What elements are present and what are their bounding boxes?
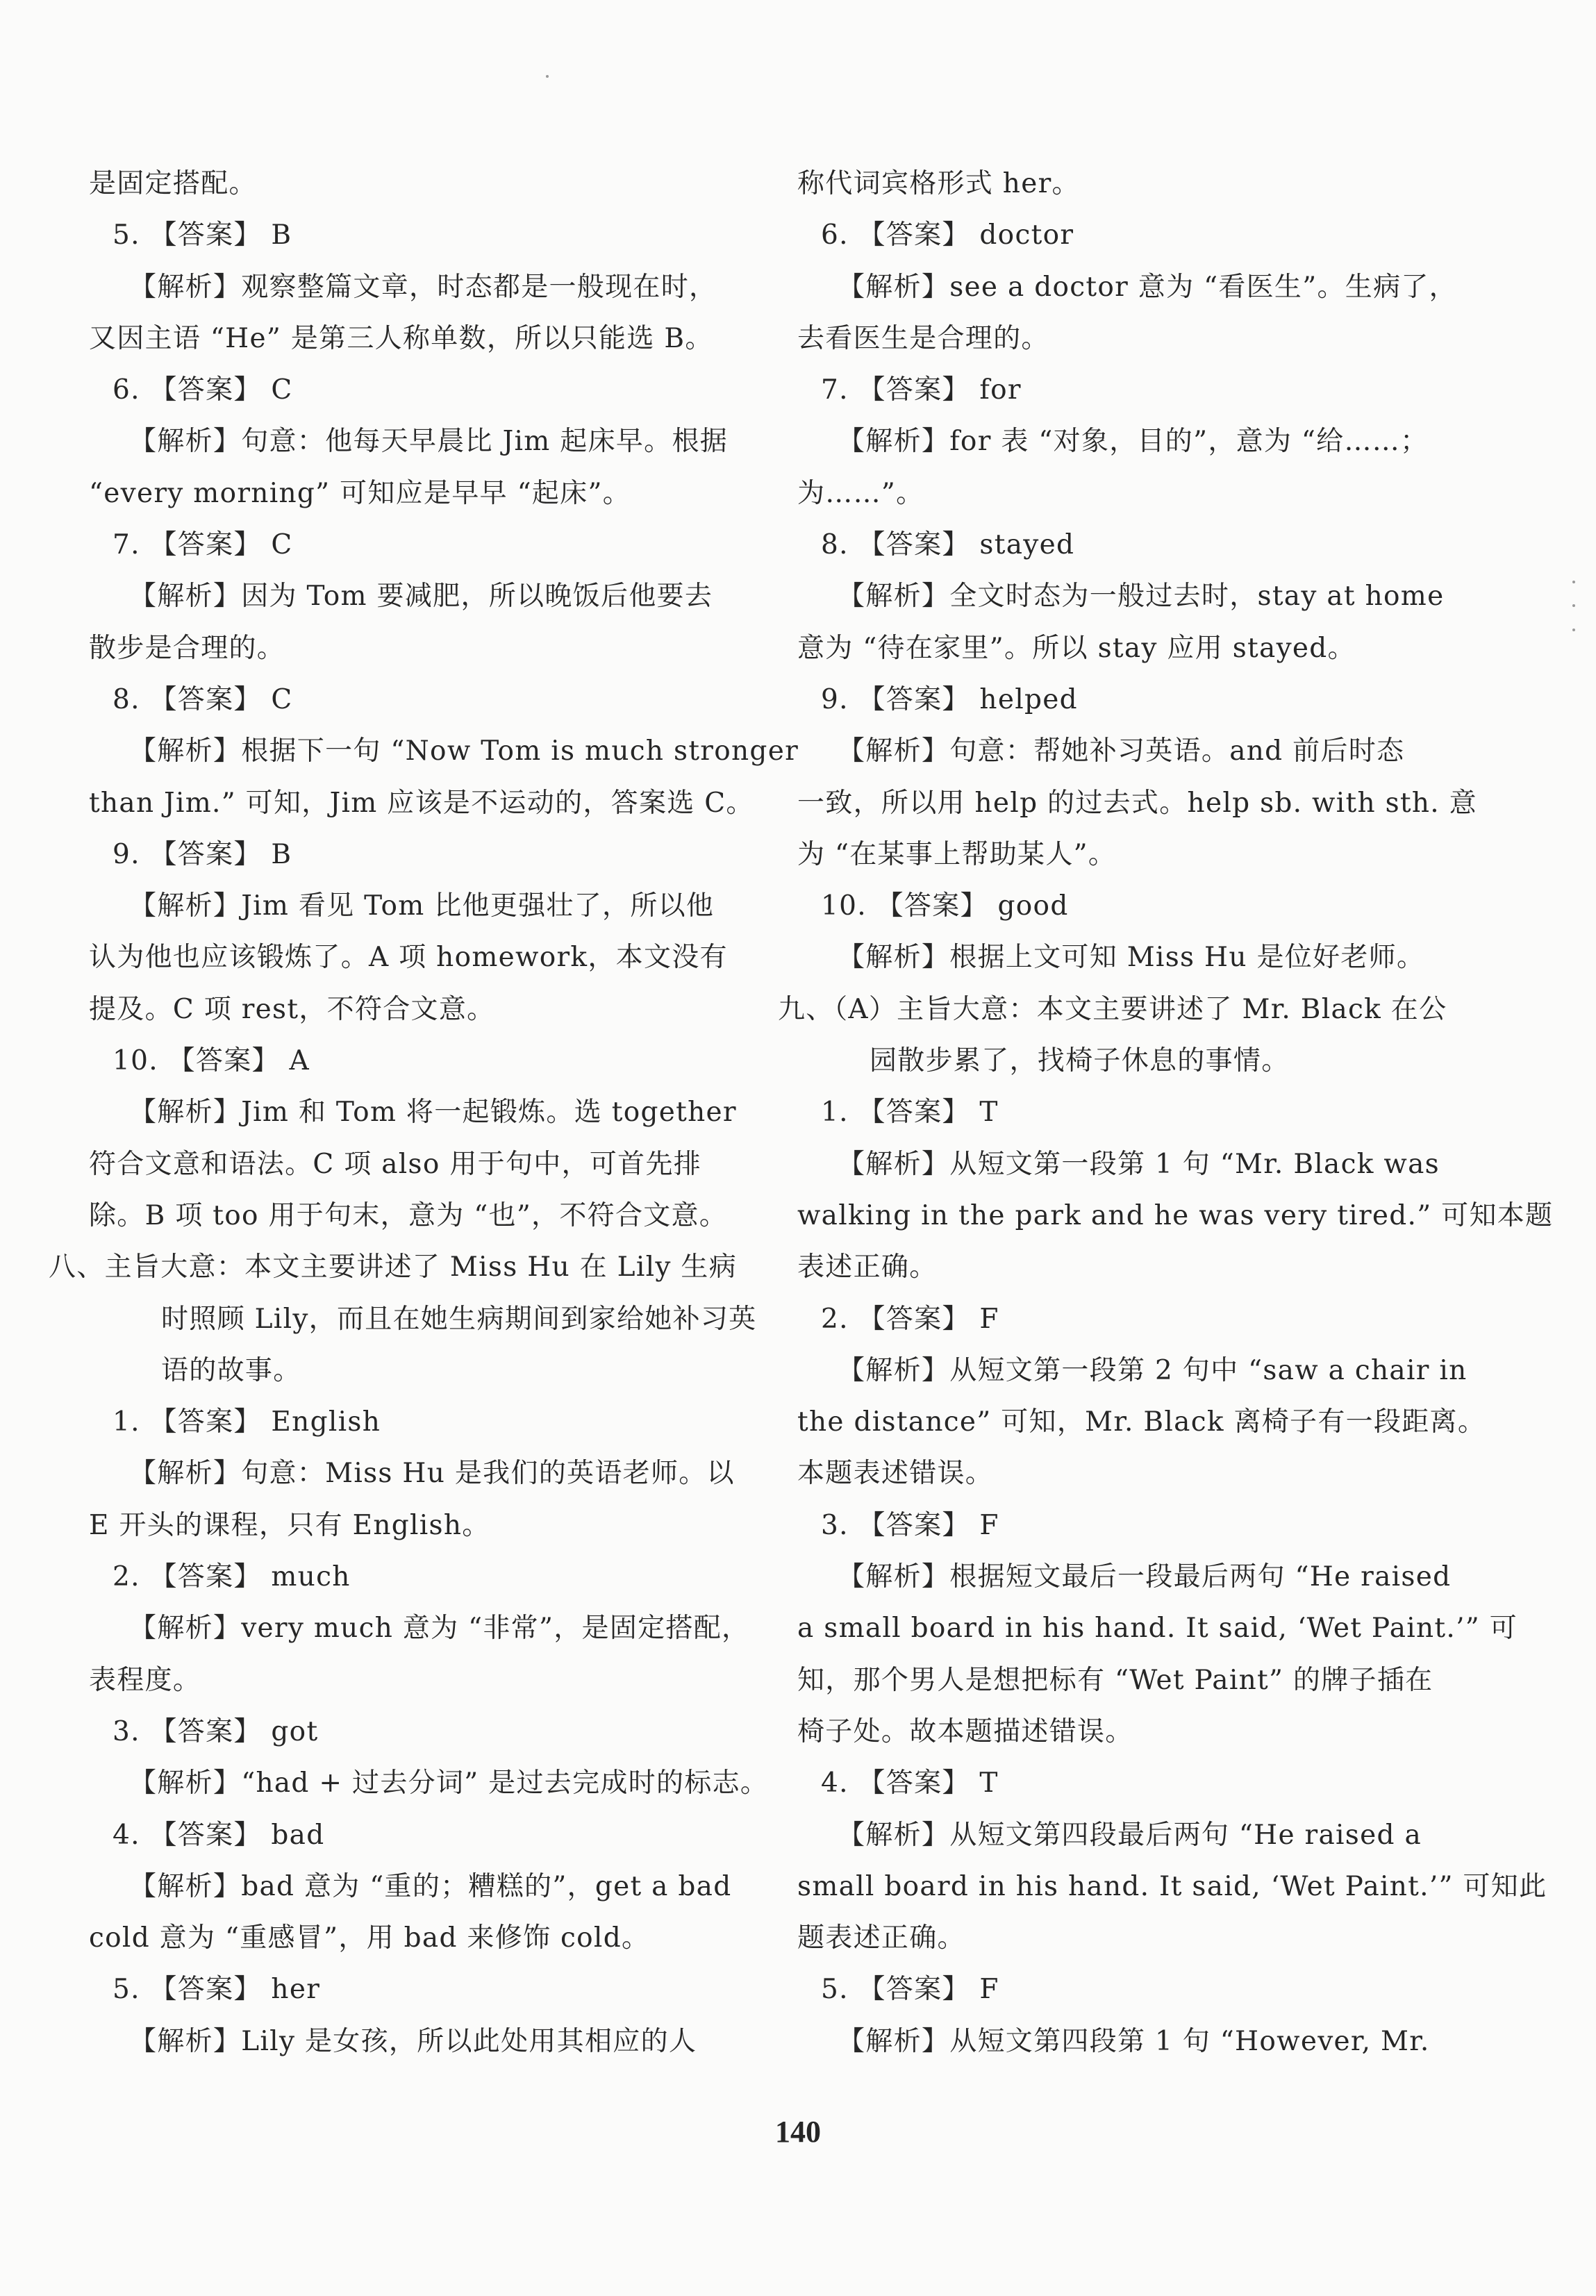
text-line: 意为 “待在家里”。所以 stay 应用 stayed。 <box>797 632 1356 664</box>
text-line: 为 “在某事上帮助某人”。 <box>797 838 1117 870</box>
text-line: 符合文意和语法。C 项 also 用于句中，可首先排 <box>89 1148 702 1180</box>
scan-speck <box>546 75 549 78</box>
text-line: 为……”。 <box>797 477 924 509</box>
text-line: a small board in his hand. It said, ‘Wet Paint.’” 可 <box>797 1613 1518 1645</box>
text-line: 题表述正确。 <box>797 1922 965 1954</box>
text-line: 【解析】Jim 看见 Tom 比他更强壮了，所以他 <box>129 890 715 922</box>
text-line: 【解析】Jim 和 Tom 将一起锻炼。选 together <box>129 1097 737 1129</box>
text-line: 6. 【答案】 C <box>113 374 293 406</box>
scan-speck <box>1572 581 1575 583</box>
right-column <box>778 158 1554 2068</box>
text-line: walking in the park and he was very tired.” 可知本题 <box>797 1199 1554 1231</box>
text-line: 除。B 项 too 用于句末，意为 “也”，不符合文意。 <box>89 1199 728 1231</box>
text-line: 又因主语 “He” 是第三人称单数，所以只能选 B。 <box>89 322 713 354</box>
text-line: 九、（A）主旨大意：本文主要讲述了 Mr. Black 在公 <box>778 993 1447 1025</box>
text-line: cold 意为 “重感冒”，用 bad 来修饰 cold。 <box>89 1922 650 1954</box>
text-line: 8. 【答案】 stayed <box>821 529 1075 561</box>
text-line: 散步是合理的。 <box>89 632 285 664</box>
text-line: “every morning” 可知应是早早 “起床”。 <box>89 477 631 509</box>
text-line: 【解析】句意：Miss Hu 是我们的英语老师。以 <box>129 1458 735 1490</box>
text-line: 8. 【答案】 C <box>113 683 293 715</box>
text-line: 【解析】从短文第一段第 2 句中 “saw a chair in <box>838 1354 1468 1386</box>
text-line: 【解析】从短文第四段最后两句 “He raised a <box>838 1819 1422 1851</box>
text-line: 3. 【答案】 got <box>113 1715 319 1747</box>
left-column <box>49 158 799 2068</box>
text-line: 【解析】根据下一句 “Now Tom is much stronger <box>129 735 799 767</box>
text-line: than Jim.” 可知，Jim 应该是不运动的，答案选 C。 <box>89 787 754 819</box>
text-line: 3. 【答案】 F <box>821 1509 999 1541</box>
text-line: 4. 【答案】 bad <box>113 1819 325 1851</box>
text-line: 10. 【答案】 good <box>821 890 1069 922</box>
text-line: 1. 【答案】 T <box>821 1097 999 1129</box>
text-line: 去看医生是合理的。 <box>797 322 1049 354</box>
text-line: 是固定搭配。 <box>89 168 257 199</box>
text-line: 园散步累了，找椅子休息的事情。 <box>870 1045 1290 1077</box>
text-line: 称代词宾格形式 her。 <box>797 168 1080 199</box>
text-line: 【解析】根据短文最后一段最后两句 “He raised <box>838 1561 1452 1593</box>
text-line: 【解析】根据上文可知 Miss Hu 是位好老师。 <box>838 942 1425 974</box>
page-number: 140 <box>775 2115 821 2149</box>
text-line: 【解析】句意：帮她补习英语。and 前后时态 <box>838 735 1405 767</box>
text-line: 9. 【答案】 helped <box>821 683 1078 715</box>
text-line: 提及。C 项 rest，不符合文意。 <box>89 993 495 1025</box>
text-line: 2. 【答案】 much <box>113 1561 351 1593</box>
text-line: 5. 【答案】 F <box>821 1974 999 2006</box>
text-line: 椅子处。故本题描述错误。 <box>797 1715 1133 1747</box>
text-line: 7. 【答案】 C <box>113 529 293 561</box>
text-line: 知，那个男人是想把标有 “Wet Paint” 的牌子插在 <box>797 1664 1433 1696</box>
text-line: 【解析】因为 Tom 要减肥，所以晚饭后他要去 <box>129 581 713 613</box>
text-line: 【解析】观察整篇文章，时态都是一般现在时， <box>129 271 717 303</box>
text-line: 【解析】very much 意为 “非常”，是固定搭配， <box>129 1613 750 1645</box>
text-line: 5. 【答案】 her <box>113 1974 321 2006</box>
text-line: 表述正确。 <box>797 1251 938 1283</box>
text-line: 【解析】“had + 过去分词” 是过去完成时的标志。 <box>129 1767 769 1799</box>
text-line: 【解析】从短文第四段第 1 句 “However, Mr. <box>838 2025 1430 2057</box>
text-line: 表程度。 <box>89 1664 201 1696</box>
text-line: 5. 【答案】 B <box>113 219 292 251</box>
text-line: 10. 【答案】 A <box>113 1045 310 1077</box>
scan-speck <box>1572 604 1575 607</box>
text-line: 认为他也应该锻炼了。A 项 homework，本文没有 <box>89 942 728 974</box>
scan-speck <box>1572 629 1575 631</box>
text-line: 4. 【答案】 T <box>821 1767 999 1799</box>
text-line: 【解析】for 表 “对象，目的”，意为 “给……； <box>838 426 1429 458</box>
text-line: 9. 【答案】 B <box>113 838 292 870</box>
text-line: E 开头的课程，只有 English。 <box>89 1509 490 1541</box>
text-line: 1. 【答案】 English <box>113 1406 381 1438</box>
text-line: 一致，所以用 help 的过去式。help sb. with sth. 意 <box>797 787 1477 819</box>
text-line: 6. 【答案】 doctor <box>821 219 1074 251</box>
text-line: 语的故事。 <box>161 1354 301 1386</box>
text-line: 2. 【答案】 F <box>821 1303 999 1335</box>
text-line: 本题表述错误。 <box>797 1458 994 1490</box>
text-line: small board in his hand. It said, ‘Wet Paint.’” 可知此 <box>797 1870 1547 1902</box>
text-line: 【解析】see a doctor 意为 “看医生”。生病了， <box>838 271 1457 303</box>
text-line: 【解析】全文时态为一般过去时，stay at home <box>838 581 1445 613</box>
text-line: 【解析】从短文第一段第 1 句 “Mr. Black was <box>838 1148 1440 1180</box>
text-line: 【解析】bad 意为 “重的；糟糕的”，get a bad <box>129 1870 732 1902</box>
text-line: 时照顾 Lily，而且在她生病期间到家给她补习英 <box>161 1303 757 1335</box>
text-line: 【解析】句意：他每天早晨比 Jim 起床早。根据 <box>129 426 729 458</box>
text-line: 7. 【答案】 for <box>821 374 1022 406</box>
text-line: 八、主旨大意：本文主要讲述了 Miss Hu 在 Lily 生病 <box>49 1251 738 1283</box>
text-line: the distance” 可知，Mr. Black 离椅子有一段距离。 <box>797 1406 1486 1438</box>
text-line: 【解析】Lily 是女孩，所以此处用其相应的人 <box>129 2025 697 2057</box>
